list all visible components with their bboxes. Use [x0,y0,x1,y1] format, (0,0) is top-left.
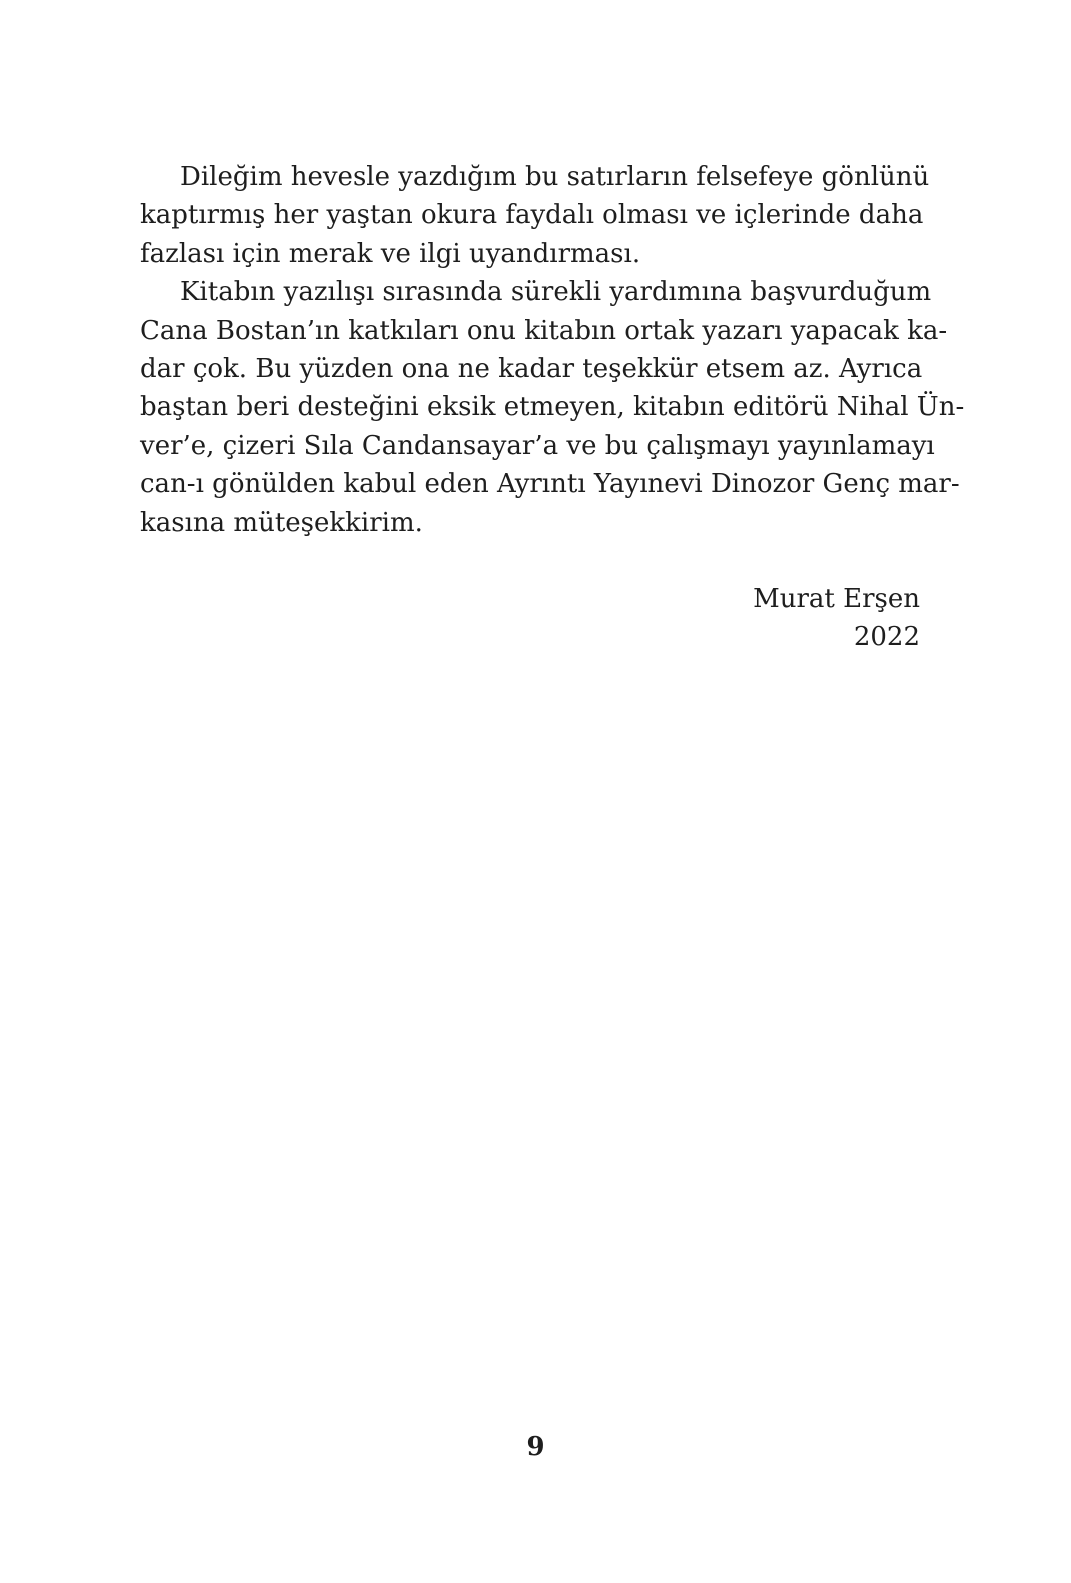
author-name: Murat Erşen [753,584,920,614]
signature-block [520,580,920,657]
text-line: ver’e, çizeri Sıla Candansayar’a ve bu çalışmayı yayınlamayı [140,430,935,461]
text-line: Dileğim hevesle yazdığım bu satırların felsefeye gönlünü [180,162,930,192]
page-number: 9 [526,1432,545,1462]
text-line: dar çok. Bu yüzden ona ne kadar teşekkür etsem az. Ayrıca [140,353,923,384]
paragraph-acknowledgements [140,273,965,542]
text-line: Cana Bostan’ın katkıları onu kitabın ortak yazarı yapacak ka- [140,315,948,346]
signature-year: 2022 [853,622,920,653]
text-line: can-ı gönülden kabul eden Ayrıntı Yayınevi Dinozor Genç mar- [140,469,960,500]
text-line: Kitabın yazılışı sırasında sürekli yardımına başvurduğum [180,277,932,308]
text-line: baştan beri desteğini eksik etmeyen, kitabın editörü Nihal Ün- [140,392,965,423]
paragraph-wish [140,158,930,273]
text-line: kaptırmış her yaştan okura faydalı olması ve içlerinde daha [140,200,924,231]
text-line: fazlası için merak ve ilgi uyandırması. [140,238,641,269]
text-line: kasına müteşekkirim. [140,507,423,538]
body-text [140,158,965,542]
